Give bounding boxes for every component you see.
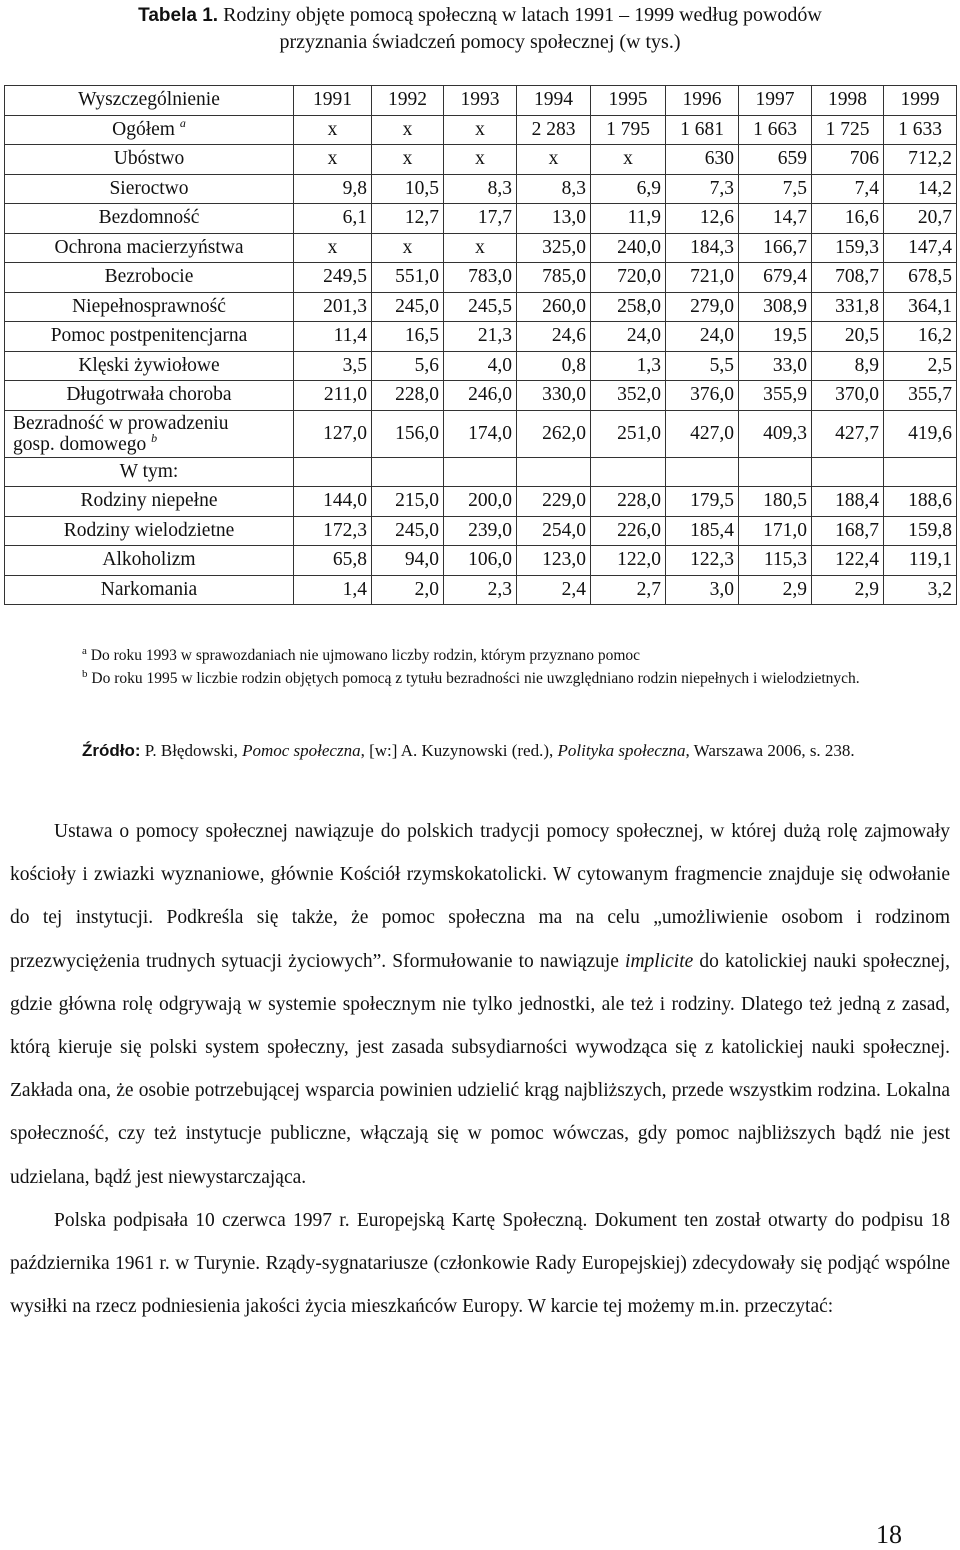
table-cell: 254,0 [517, 516, 591, 546]
table-cell: 251,0 [591, 410, 666, 457]
row-label-cell [5, 410, 294, 457]
table-cell: 228,0 [372, 381, 444, 411]
table-cell: 24,0 [591, 322, 666, 352]
table-cell: 364,1 [884, 292, 957, 322]
table-cell: 785,0 [517, 263, 591, 293]
table-cell: 3,5 [294, 351, 372, 381]
row-note-mark: b [151, 430, 158, 445]
row-label-cell [5, 457, 294, 487]
table-cell: x [444, 145, 517, 175]
footnote-a-text: Do roku 1993 w sprawozdaniach nie ujmowano liczby rodzin, którym przyznano pomoc [90, 647, 641, 664]
table-cell: 159,8 [884, 516, 957, 546]
table-row [5, 351, 957, 381]
table-cell [294, 457, 372, 487]
table-cell: 7,3 [666, 174, 739, 204]
table-cell: 279,0 [666, 292, 739, 322]
table-cell: 13,0 [517, 204, 591, 234]
row-label-cell [5, 263, 294, 293]
table-cell: 11,9 [591, 204, 666, 234]
table-cell: 174,0 [444, 410, 517, 457]
table-cell: 245,0 [372, 292, 444, 322]
table-cell: 147,4 [884, 233, 957, 263]
table-cell: 24,6 [517, 322, 591, 352]
table-row [5, 516, 957, 546]
table-cell [591, 457, 666, 487]
table-cell: x [591, 145, 666, 175]
row-label: Niepełnosprawność [72, 295, 226, 317]
table-cell: x [444, 115, 517, 145]
table-cell: 249,5 [294, 263, 372, 293]
row-label: Bezrobocie [104, 266, 194, 288]
table-cell: 211,0 [294, 381, 372, 411]
table-cell: 2,5 [884, 351, 957, 381]
data-table [4, 85, 957, 605]
table-cell: 122,4 [812, 546, 884, 576]
table-cell: 0,8 [517, 351, 591, 381]
table-cell: 8,3 [444, 174, 517, 204]
table-cell [812, 457, 884, 487]
table-cell: 262,0 [517, 410, 591, 457]
table-cell: 127,0 [294, 410, 372, 457]
row-label-cell [5, 233, 294, 263]
table-cell: 419,6 [884, 410, 957, 457]
footnotes [82, 644, 950, 690]
row-label: Rodziny wielodzietne [63, 519, 235, 541]
table-cell: 6,1 [294, 204, 372, 234]
table-cell: x [372, 233, 444, 263]
table-cell: 2,9 [739, 575, 812, 605]
table-cell [666, 457, 739, 487]
table-cell: 172,3 [294, 516, 372, 546]
row-label: Rodziny niepełne [80, 490, 218, 512]
table-cell: x [372, 145, 444, 175]
table-cell: 17,7 [444, 204, 517, 234]
footnote-b [82, 667, 950, 690]
table-cell: 246,0 [444, 381, 517, 411]
table-cell: 708,7 [812, 263, 884, 293]
table-body [5, 86, 957, 605]
table-cell: 188,6 [884, 487, 957, 517]
table-cell: 24,0 [666, 322, 739, 352]
table-header-row [5, 86, 957, 116]
table-cell: 370,0 [812, 381, 884, 411]
footnote-a-mark: a [82, 645, 87, 657]
table-cell: 119,1 [884, 546, 957, 576]
table-cell: 94,0 [372, 546, 444, 576]
row-label-cell [5, 575, 294, 605]
footnote-b-text: Do roku 1995 w liczbie rodzin objętych pomocą z tytułu bezradności nie uwzględniano rodzin niepełnych i wielodzietnych. [91, 670, 860, 687]
table-cell: 16,6 [812, 204, 884, 234]
table-cell: 144,0 [294, 487, 372, 517]
table-cell: x [372, 115, 444, 145]
table-row [5, 457, 957, 487]
header-label-cell: Wyszczególnienie [5, 86, 294, 116]
table-cell: x [517, 145, 591, 175]
table-cell: 2,3 [444, 575, 517, 605]
table-cell: 122,3 [666, 546, 739, 576]
table-cell: 409,3 [739, 410, 812, 457]
table-cell: 3,0 [666, 575, 739, 605]
table-cell: 106,0 [444, 546, 517, 576]
table-cell: 659 [739, 145, 812, 175]
table-cell: 376,0 [666, 381, 739, 411]
table-cell: 10,5 [372, 174, 444, 204]
table-cell: 2,4 [517, 575, 591, 605]
table-cell: 156,0 [372, 410, 444, 457]
table-cell: 355,9 [739, 381, 812, 411]
page-number: 18 [876, 1520, 902, 1549]
table-cell: 8,9 [812, 351, 884, 381]
row-label-cell [5, 145, 294, 175]
table-cell: 783,0 [444, 263, 517, 293]
source-end: , Warszawa 2006, s. 238. [685, 741, 855, 760]
header-year-cell: 1999 [884, 86, 957, 116]
source-title-1: Pomoc społeczna [242, 741, 361, 760]
row-label-cell [5, 292, 294, 322]
table-cell: 1,4 [294, 575, 372, 605]
table-cell: 706 [812, 145, 884, 175]
source-author: P. Błędowski, [144, 741, 238, 760]
row-label: Długotrwała choroba [66, 384, 232, 406]
table-cell: 427,0 [666, 410, 739, 457]
footnote-a [82, 644, 950, 667]
table-cell: 8,3 [517, 174, 591, 204]
paragraph-1-start: Ustawa o pomocy społecznej nawiązuje do polskich tradycji pomocy społecznej, w której dużą rolę zajmowały kościoły i zwiazki wyznaniowe, głównie Kościół rzymskokatolicki. W cytowanym fragmencie znajduje się odwołanie do tej instytucji. Podkreśla się także, że pomoc społeczna ma na celu „umożliwienie osobom i rodzinom przezwyciężenia trudnych sytuacji życiowych”. Sformułowanie to nawiązuje [10, 821, 950, 972]
table-row [5, 233, 957, 263]
caption-line-1 [0, 2, 960, 29]
table-cell: 228,0 [591, 487, 666, 517]
table-cell: 1 633 [884, 115, 957, 145]
table-cell: 215,0 [372, 487, 444, 517]
table-cell: 12,7 [372, 204, 444, 234]
table-row [5, 174, 957, 204]
table-cell: 1 725 [812, 115, 884, 145]
footnote-b-mark: b [82, 668, 88, 680]
row-label: Ogółem [112, 118, 175, 140]
row-label: W tym: [119, 460, 179, 482]
table-cell: 188,4 [812, 487, 884, 517]
table-cell: 21,3 [444, 322, 517, 352]
table-cell: 630 [666, 145, 739, 175]
row-label: Ochrona macierzyństwa [54, 236, 244, 258]
table-cell: 2,9 [812, 575, 884, 605]
table-cell: 331,8 [812, 292, 884, 322]
table-cell: 11,4 [294, 322, 372, 352]
table-cell [517, 457, 591, 487]
caption-title: Rodziny objęte pomocą społeczną w latach 1991 – 1999 według powodów [223, 4, 822, 26]
table-row [5, 575, 957, 605]
table-cell: 16,5 [372, 322, 444, 352]
header-year-cell: 1991 [294, 86, 372, 116]
table-cell: 16,2 [884, 322, 957, 352]
table-cell: 123,0 [517, 546, 591, 576]
table-cell: 200,0 [444, 487, 517, 517]
table-cell: 712,2 [884, 145, 957, 175]
table-row [5, 115, 957, 145]
row-label-cell [5, 487, 294, 517]
table-cell: 14,2 [884, 174, 957, 204]
row-label: Ubóstwo [113, 148, 185, 170]
table-cell: 5,6 [372, 351, 444, 381]
table-cell [444, 457, 517, 487]
row-label-cell [5, 351, 294, 381]
table-row [5, 322, 957, 352]
row-label: Pomoc postpenitencjarna [50, 325, 248, 347]
table-row [5, 145, 957, 175]
table-cell: 115,3 [739, 546, 812, 576]
caption-label: Tabela 1. [138, 5, 219, 26]
body-text [10, 810, 950, 1328]
header-year-cell: 1993 [444, 86, 517, 116]
row-label-cell [5, 115, 294, 145]
paragraph-1-italic: implicite [625, 950, 694, 972]
row-label: Bezdomność [98, 207, 200, 229]
table-cell: 240,0 [591, 233, 666, 263]
table-cell: 19,5 [739, 322, 812, 352]
table-cell: 201,3 [294, 292, 372, 322]
source-title-2: Polityka społeczna [557, 741, 686, 760]
table-cell: 1 663 [739, 115, 812, 145]
paragraph-1 [10, 810, 950, 1199]
table-cell: 20,7 [884, 204, 957, 234]
table-caption [0, 2, 960, 56]
table-cell: 65,8 [294, 546, 372, 576]
table-cell: 180,5 [739, 487, 812, 517]
table-cell: 14,7 [739, 204, 812, 234]
table-cell: 260,0 [517, 292, 591, 322]
table-cell: 427,7 [812, 410, 884, 457]
source-middle: , [w:] A. Kuzynowski (red.), [360, 741, 554, 760]
table-cell [372, 457, 444, 487]
row-label: Narkomania [100, 578, 198, 600]
row-label-cell [5, 174, 294, 204]
table-cell: 20,5 [812, 322, 884, 352]
table-cell: 1 681 [666, 115, 739, 145]
table-cell: 168,7 [812, 516, 884, 546]
row-label-line-1: Bezradność w prowadzeniu [13, 412, 229, 434]
table-cell: x [294, 145, 372, 175]
source-citation [10, 738, 950, 763]
table-cell: 720,0 [591, 263, 666, 293]
header-year-cell: 1997 [739, 86, 812, 116]
table-cell [884, 457, 957, 487]
row-label-cell [5, 204, 294, 234]
row-note-mark: a [179, 115, 186, 130]
table-cell: 6,9 [591, 174, 666, 204]
table-cell: x [294, 233, 372, 263]
table-cell: x [294, 115, 372, 145]
table-row [5, 381, 957, 411]
header-year-cell: 1992 [372, 86, 444, 116]
table-cell: 159,3 [812, 233, 884, 263]
table-cell: x [444, 233, 517, 263]
table-row [5, 204, 957, 234]
table-row [5, 410, 957, 457]
header-year-cell: 1995 [591, 86, 666, 116]
table-row [5, 487, 957, 517]
table-cell: 678,5 [884, 263, 957, 293]
table-cell: 4,0 [444, 351, 517, 381]
table-cell: 179,5 [666, 487, 739, 517]
table-cell: 330,0 [517, 381, 591, 411]
row-label: Alkoholizm [102, 549, 196, 571]
table-cell: 1,3 [591, 351, 666, 381]
table-cell: 551,0 [372, 263, 444, 293]
table-cell: 239,0 [444, 516, 517, 546]
table-cell: 7,5 [739, 174, 812, 204]
header-year-cell: 1996 [666, 86, 739, 116]
table-cell [739, 457, 812, 487]
table-row [5, 263, 957, 293]
table-cell: 12,6 [666, 204, 739, 234]
table-cell: 7,4 [812, 174, 884, 204]
table-cell: 184,3 [666, 233, 739, 263]
row-label: Klęski żywiołowe [78, 354, 220, 376]
table-cell: 1 795 [591, 115, 666, 145]
table-cell: 245,0 [372, 516, 444, 546]
table-cell: 229,0 [517, 487, 591, 517]
row-label-cell [5, 516, 294, 546]
table-row [5, 546, 957, 576]
table-cell: 226,0 [591, 516, 666, 546]
table-cell: 679,4 [739, 263, 812, 293]
row-label-cell [5, 381, 294, 411]
table-row [5, 292, 957, 322]
table-cell: 2 283 [517, 115, 591, 145]
table-cell: 355,7 [884, 381, 957, 411]
caption-line-2: przyznania świadczeń pomocy społecznej (w tys.) [279, 31, 681, 53]
table-cell: 185,4 [666, 516, 739, 546]
table-cell: 122,0 [591, 546, 666, 576]
header-year-cell: 1994 [517, 86, 591, 116]
table-cell: 33,0 [739, 351, 812, 381]
table-cell: 258,0 [591, 292, 666, 322]
table-cell: 325,0 [517, 233, 591, 263]
table-cell: 352,0 [591, 381, 666, 411]
table-cell: 9,8 [294, 174, 372, 204]
table-cell: 2,7 [591, 575, 666, 605]
table-cell: 3,2 [884, 575, 957, 605]
header-year-cell: 1998 [812, 86, 884, 116]
source-label: Źródło: [82, 741, 141, 760]
table-cell: 721,0 [666, 263, 739, 293]
table-cell: 2,0 [372, 575, 444, 605]
table-cell: 166,7 [739, 233, 812, 263]
table-cell: 308,9 [739, 292, 812, 322]
row-label-cell [5, 322, 294, 352]
table-cell: 5,5 [666, 351, 739, 381]
row-label: Sieroctwo [109, 177, 189, 199]
paragraph-1-end: do katolickiej nauki społecznej, gdzie główna rolę odgrywają w systemie społecznym nie tylko jednostki, ale też i rodziny. Dlatego też jedną z zasad, którą kieruje się polski system społeczny, jest zasada subsydiarności wywodząca się z katolickiej nauki społecznej. Zakłada ona, że osobie potrzebującej wsparcia powinien udzielić krąg najbliższych, przede wszystkim rodzina. Lokalna społeczność, czy też instytucje publiczne, włączają się w pomoc wówczas, gdy pomoc najbliższych bądź nie jest udzielana, bądź jest niewystarczająca. [10, 950, 951, 1188]
row-label-cell [5, 546, 294, 576]
table-cell: 245,5 [444, 292, 517, 322]
table-cell: 171,0 [739, 516, 812, 546]
row-label-line-2: gosp. domowego [13, 433, 147, 455]
paragraph-2: Polska podpisała 10 czerwca 1997 r. Europejską Kartę Społeczną. Dokument ten został otwarty do podpisu 18 października 1961 r. w Turynie. Rządy-sygnatariusze (członkowie Rady Europejskiej) zdecydowały się podjąć wspólne wysiłki na rzecz podniesienia jakości życia mieszkańców Europy. W karcie tej możemy m.in. przeczytać: [10, 1209, 950, 1318]
